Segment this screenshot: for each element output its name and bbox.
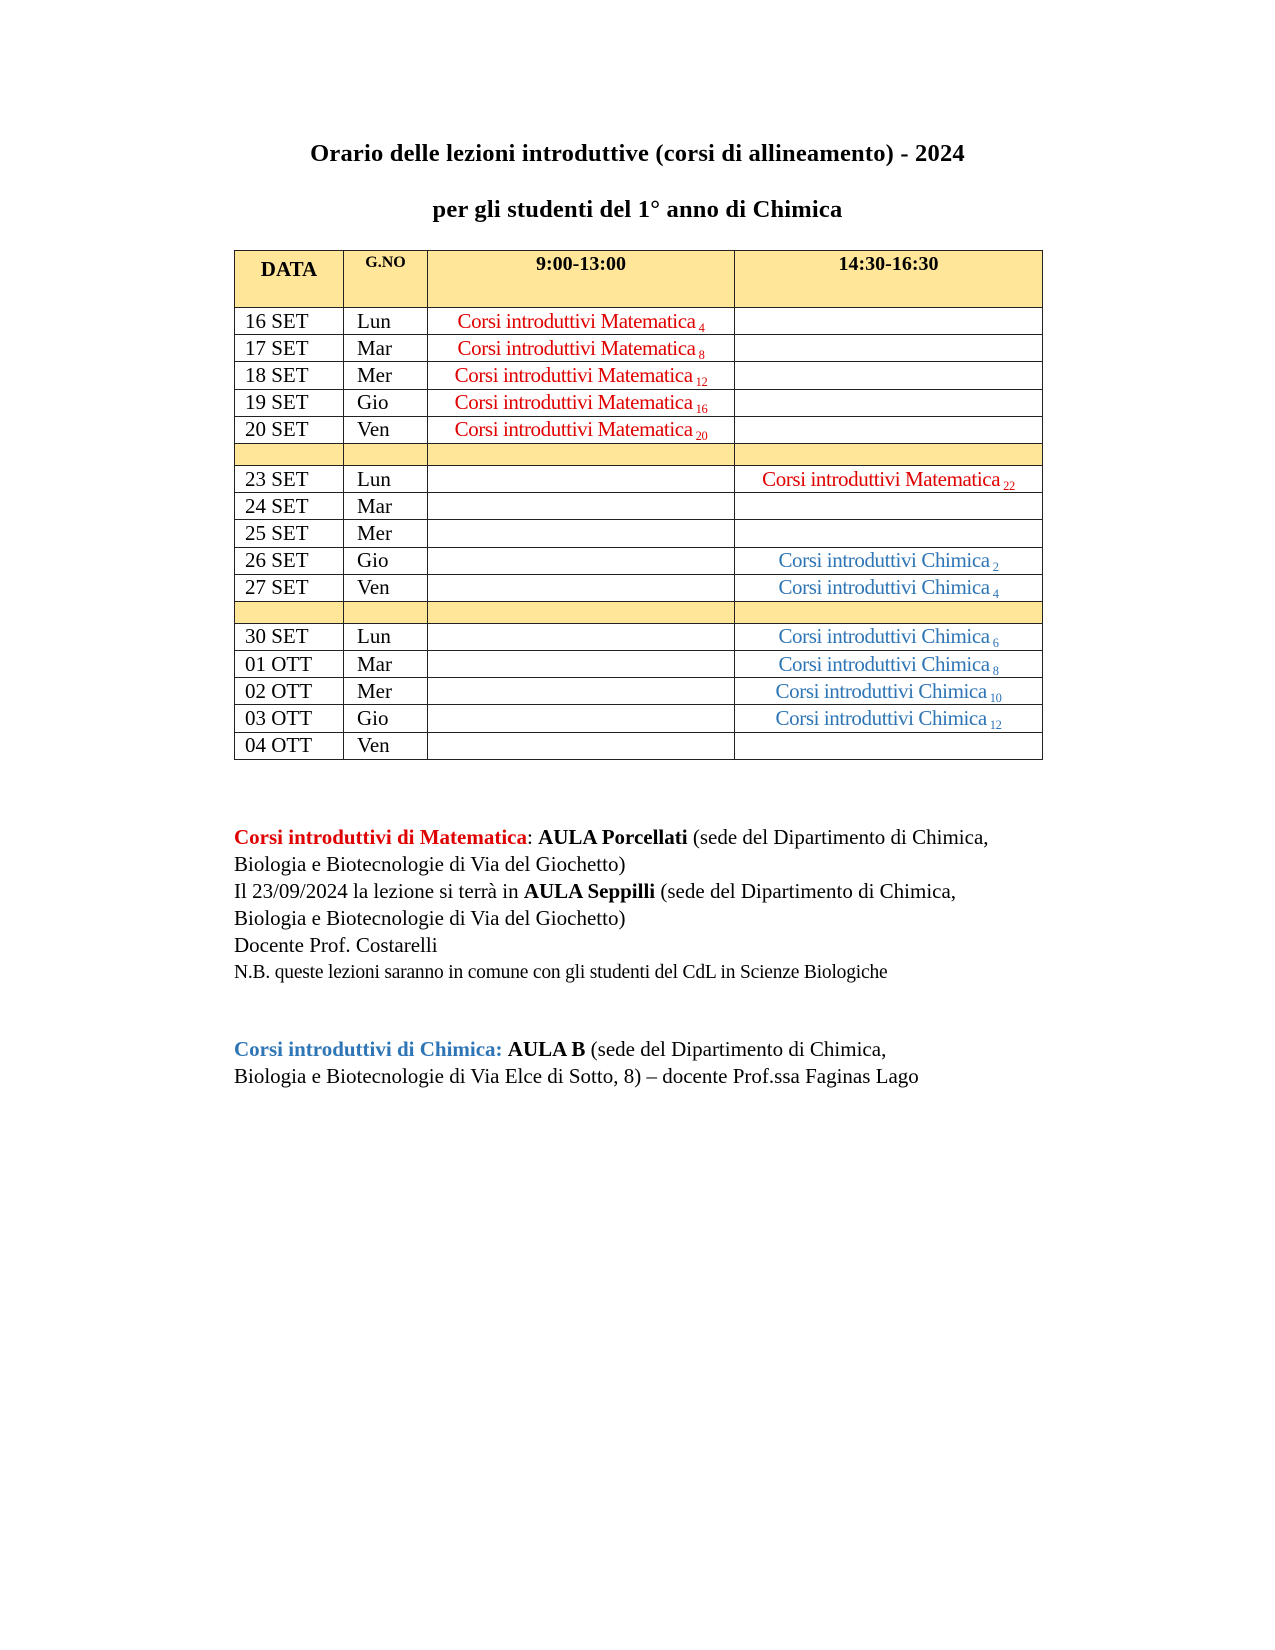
course-name: Corsi introduttivi Matematica: [457, 335, 696, 360]
date-cell: 17 SET: [235, 335, 344, 362]
date-cell: 01 OTT: [235, 651, 344, 678]
date-cell: 04 OTT: [235, 732, 344, 759]
date-cell: 18 SET: [235, 362, 344, 389]
morning-cell: [428, 705, 735, 732]
afternoon-cell: [735, 389, 1043, 416]
course-name: Corsi introduttivi Matematica: [454, 362, 693, 387]
day-cell: Gio: [344, 705, 428, 732]
cumulative-hours: 16: [695, 402, 708, 417]
separator-cell: [735, 443, 1043, 465]
table-row: [235, 389, 1043, 416]
cumulative-hours: 2: [992, 560, 999, 575]
notes-math-line1: Corsi introduttivi di Matematica: AULA Porcellati (sede del Dipartimento di Chimica,: [234, 825, 989, 849]
afternoon-cell: [735, 520, 1043, 547]
notes-math-nb: N.B. queste lezioni saranno in comune con gli studenti del CdL in Scienze Biologiche: [234, 962, 888, 983]
date-cell: 23 SET: [235, 465, 344, 492]
course-name: Corsi introduttivi Chimica: [778, 548, 990, 573]
day-cell: Lun: [344, 623, 428, 650]
date-cell: 20 SET: [235, 416, 344, 443]
afternoon-cell: [735, 493, 1043, 520]
morning-cell: [428, 416, 735, 443]
course-name: Corsi introduttivi Matematica: [454, 417, 693, 442]
cumulative-hours: 4: [992, 587, 999, 602]
separator-cell: [344, 601, 428, 623]
afternoon-cell: [735, 416, 1043, 443]
separator-cell: [428, 443, 735, 465]
schedule-body: [235, 308, 1043, 760]
table-row: [235, 623, 1043, 650]
morning-cell: [428, 335, 735, 362]
morning-cell: [428, 623, 735, 650]
cumulative-hours: 10: [989, 690, 1002, 705]
day-cell: Lun: [344, 308, 428, 335]
afternoon-cell: [735, 678, 1043, 705]
table-header-row: [235, 251, 1043, 308]
morning-cell: [428, 493, 735, 520]
table-row: [235, 308, 1043, 335]
afternoon-cell: [735, 574, 1043, 601]
table-row: [235, 678, 1043, 705]
chem-course-label: Corsi introduttivi di Chimica:: [234, 1037, 503, 1061]
morning-cell: [428, 465, 735, 492]
day-cell: Mar: [344, 651, 428, 678]
chem-room: AULA B: [507, 1037, 586, 1061]
header-afternoon: 14:30-16:30: [735, 251, 1043, 308]
afternoon-cell: [735, 362, 1043, 389]
date-cell: 24 SET: [235, 493, 344, 520]
math-room: AULA Porcellati: [538, 825, 688, 849]
cumulative-hours: 6: [992, 636, 999, 651]
table-row: [235, 335, 1043, 362]
cumulative-hours: 4: [698, 320, 705, 335]
afternoon-cell: [735, 335, 1043, 362]
course-name: Corsi introduttivi Matematica: [454, 390, 693, 415]
morning-cell: [428, 308, 735, 335]
header-data: DATA: [235, 251, 344, 308]
course-name: Corsi introduttivi Chimica: [778, 651, 990, 676]
table-row: [235, 547, 1043, 574]
cumulative-hours: 8: [698, 347, 705, 362]
date-cell: 16 SET: [235, 308, 344, 335]
table-row: [235, 732, 1043, 759]
course-name: Corsi introduttivi Chimica: [775, 678, 987, 703]
afternoon-cell: [735, 308, 1043, 335]
math-course-label: Corsi introduttivi di Matematica: [234, 825, 527, 849]
notes-math-line2: Biologia e Biotecnologie di Via del Giochetto): [234, 852, 626, 876]
day-cell: Mer: [344, 362, 428, 389]
day-cell: Mer: [344, 520, 428, 547]
cumulative-hours: 22: [1003, 478, 1015, 493]
course-name: Corsi introduttivi Chimica: [775, 706, 987, 731]
table-row: [235, 574, 1043, 601]
separator-cell: [235, 443, 344, 465]
morning-cell: [428, 520, 735, 547]
afternoon-cell: [735, 651, 1043, 678]
afternoon-cell: [735, 465, 1043, 492]
table-row: [235, 520, 1043, 547]
separator-cell: [735, 601, 1043, 623]
notes-math-teacher: Docente Prof. Costarelli: [234, 933, 438, 957]
morning-cell: [428, 651, 735, 678]
course-name: Corsi introduttivi Chimica: [778, 624, 990, 649]
cumulative-hours: 12: [989, 718, 1002, 733]
notes-math-line4: Biologia e Biotecnologie di Via del Giochetto): [234, 906, 626, 930]
document-subtitle: per gli studenti del 1° anno di Chimica: [432, 196, 843, 223]
morning-cell: [428, 732, 735, 759]
week-separator-row: [235, 443, 1043, 465]
cumulative-hours: 12: [695, 374, 708, 389]
header-morning: 9:00-13:00: [428, 251, 735, 308]
morning-cell: [428, 362, 735, 389]
table-row: [235, 465, 1043, 492]
day-cell: Ven: [344, 574, 428, 601]
course-name: Corsi introduttivi Chimica: [778, 575, 990, 600]
table-row: [235, 705, 1043, 732]
notes-chem-line2: Biologia e Biotecnologie di Via Elce di Sotto, 8) – docente Prof.ssa Faginas Lago: [234, 1064, 919, 1088]
date-cell: 03 OTT: [235, 705, 344, 732]
cumulative-hours: 20: [695, 429, 708, 444]
notes-chimica: [234, 1036, 1042, 1090]
date-cell: 26 SET: [235, 547, 344, 574]
date-cell: 30 SET: [235, 623, 344, 650]
day-cell: Ven: [344, 416, 428, 443]
date-cell: 19 SET: [235, 389, 344, 416]
day-cell: Mar: [344, 493, 428, 520]
separator-cell: [428, 601, 735, 623]
date-cell: 02 OTT: [235, 678, 344, 705]
afternoon-cell: [735, 547, 1043, 574]
table-row: [235, 362, 1043, 389]
table-row: [235, 416, 1043, 443]
notes-math-line3: Il 23/09/2024 la lezione si terrà in AULA Seppilli (sede del Dipartimento di Chimica,: [234, 879, 957, 903]
notes-chem-line1: Corsi introduttivi di Chimica: AULA B (sede del Dipartimento di Chimica,: [234, 1037, 887, 1061]
separator-cell: [344, 443, 428, 465]
course-name: Corsi introduttivi Matematica: [762, 466, 1001, 491]
date-cell: 27 SET: [235, 574, 344, 601]
afternoon-cell: [735, 732, 1043, 759]
date-cell: 25 SET: [235, 520, 344, 547]
day-cell: Gio: [344, 547, 428, 574]
day-cell: Gio: [344, 389, 428, 416]
morning-cell: [428, 547, 735, 574]
morning-cell: [428, 574, 735, 601]
cumulative-hours: 8: [992, 663, 999, 678]
afternoon-cell: [735, 623, 1043, 650]
day-cell: Mer: [344, 678, 428, 705]
notes-matematica: [234, 824, 1042, 986]
table-row: [235, 493, 1043, 520]
table-row: [235, 651, 1043, 678]
morning-cell: [428, 389, 735, 416]
math-alt-room: AULA Seppilli: [523, 879, 656, 903]
week-separator-row: [235, 601, 1043, 623]
separator-cell: [235, 601, 344, 623]
document-title: Orario delle lezioni introduttive (corsi di allineamento) - 2024: [310, 140, 965, 167]
afternoon-cell: [735, 705, 1043, 732]
day-cell: Ven: [344, 732, 428, 759]
course-name: Corsi introduttivi Matematica: [457, 308, 696, 333]
day-cell: Lun: [344, 465, 428, 492]
day-cell: Mar: [344, 335, 428, 362]
header-giorno: G.NO: [344, 251, 428, 308]
schedule-table: [234, 250, 1043, 760]
morning-cell: [428, 678, 735, 705]
